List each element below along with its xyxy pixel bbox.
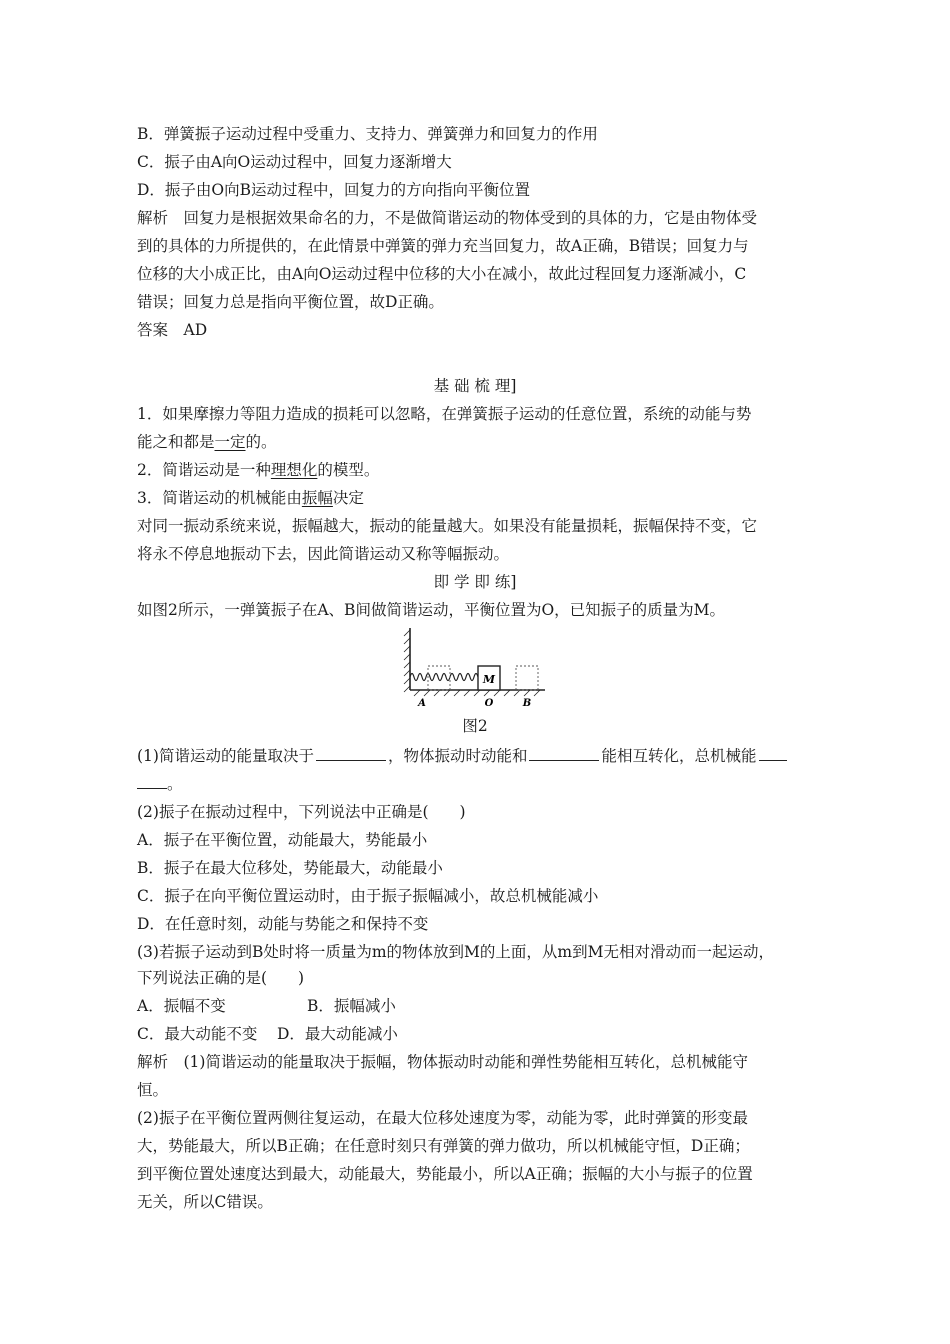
section-title-practice: 即 学 即 练]: [433, 573, 517, 591]
solution-line-6: 无关，所以C错误。: [137, 1193, 273, 1211]
q1-line-2: [137, 774, 183, 794]
answer-blank[interactable]: [759, 746, 787, 761]
basics-item-3-pre: 3．简谐运动的机械能由: [137, 489, 302, 507]
q1-part-b: ，物体振动时动能和: [387, 747, 528, 765]
solution-line-3: (2)振子在平衡位置两侧往复运动，在最大位移处速度为零，动能为零，此时弹簧的形变最: [137, 1109, 748, 1127]
q2-option-b: B．振子在最大位移处，势能最大，动能最小: [137, 859, 443, 877]
basics-item-3-post: 决定: [332, 489, 364, 507]
basics-item-2-pre: 2．简谐运动是一种: [137, 461, 271, 479]
q3-option-d: D．最大动能减小: [277, 1025, 398, 1043]
basics-item-2: [137, 460, 379, 480]
answer-blank[interactable]: [529, 746, 599, 761]
analysis-line-2: 到的具体的力所提供的，在此情景中弹簧的弹力充当回复力，故A正确，B错误；回复力与: [137, 237, 749, 255]
q3-stem-2: 下列说法正确的是( ): [137, 969, 305, 987]
q3-option-c: C．最大动能不变: [137, 1025, 258, 1043]
basics-item-5: 将永不停息地振动下去，因此简谐运动又称等幅振动。: [137, 545, 510, 563]
label-o: O: [484, 698, 494, 709]
basics-item-2-key: 理想化: [270, 461, 318, 479]
q3-option-b: B．振幅减小: [307, 997, 396, 1015]
basics-item-3-key: 振幅: [301, 489, 333, 507]
q1-part-c: 能相互转化，总机械能: [601, 747, 757, 765]
analysis-line-1: 解析 回复力是根据效果命名的力，不是做简谐运动的物体受到的具体的力，它是由物体受: [137, 209, 758, 227]
dashed-box-b: [516, 666, 538, 690]
spring-oscillator-figure: [400, 622, 550, 710]
basics-item-4: 对同一振动系统来说，振幅越大，振动的能量越大。如果没有能量损耗，振幅保持不变，它: [137, 517, 758, 535]
q3-options-ab: [137, 996, 396, 1016]
q3-options-cd: [137, 1024, 398, 1044]
q3-option-a: A．振幅不变: [137, 997, 226, 1015]
q2-option-c: C．振子在向平衡位置运动时，由于振子振幅减小，故总机械能减小: [137, 887, 599, 905]
section-title-basics: 基 础 梳 理]: [433, 377, 517, 395]
answer-blank[interactable]: [316, 746, 386, 761]
analysis-line-4: 错误；回复力总是指向平衡位置，故D正确。: [137, 293, 444, 311]
q2-option-d: D．在任意时刻，动能与势能之和保持不变: [137, 915, 429, 933]
option-b-line: B．弹簧振子运动过程中受重力、支持力、弹簧弹力和回复力的作用: [137, 125, 598, 143]
q3-stem-1: (3)若振子运动到B处时将一质量为m的物体放到M的上面，从m到M无相对滑动而一起运动，: [137, 943, 774, 961]
solution-line-5: 到平衡位置处速度达到最大，动能最大，势能最小，所以A正确；振幅的大小与振子的位置: [137, 1165, 753, 1183]
figure-caption: 图2: [462, 717, 488, 735]
basics-item-1: 1．如果摩擦力等阻力造成的损耗可以忽略，在弹簧振子运动的任意位置，系统的动能与势: [137, 405, 752, 423]
basics-item-1-post: 的。: [245, 433, 277, 451]
mass-label: M: [482, 673, 496, 686]
basics-item-1-pre: 能之和都是: [137, 433, 215, 451]
spring: [410, 674, 478, 681]
option-d-line: D．振子由O向B运动过程中，回复力的方向指向平衡位置: [137, 181, 531, 199]
wall-hatching: [404, 630, 410, 692]
basics-item-2-post: 的模型。: [317, 461, 380, 479]
basics-item-1-key: 一定: [214, 433, 246, 451]
basics-item-3: [137, 488, 364, 508]
solution-line-4: 大，势能最大，所以B正确；在任意时刻只有弹簧的弹力做功，所以机械能守恒，D正确；: [137, 1137, 750, 1155]
q1-line-1: [137, 746, 787, 766]
basics-item-1-cont: [137, 432, 277, 452]
q2-stem: (2)振子在振动过程中，下列说法中正确是( ): [137, 803, 466, 821]
analysis-line-3: 位移的大小成正比，由A向O运动过程中位移的大小在减小，故此过程回复力逐渐减小，C: [137, 265, 747, 283]
q1-part-d: 。: [167, 775, 183, 793]
floor-hatching: [414, 690, 540, 696]
label-a: A: [418, 698, 426, 709]
q1-part-a: (1)简谐运动的能量取决于: [137, 747, 314, 765]
label-b: B: [522, 698, 532, 709]
solution-line-1: 解析 (1)简谐运动的能量取决于振幅，物体振动时动能和弹性势能相互转化，总机械能守: [137, 1053, 748, 1071]
answer-line: 答案 AD: [137, 321, 208, 339]
q2-option-a: A．振子在平衡位置，动能最大，势能最小: [137, 831, 428, 849]
answer-blank-cont[interactable]: [137, 774, 167, 789]
solution-line-2: 恒。: [137, 1081, 169, 1099]
option-c-line: C．振子由A向O运动过程中，回复力逐渐增大: [137, 153, 452, 171]
question-intro: 如图2所示，一弹簧振子在A、B间做简谐运动，平衡位置为O，已知振子的质量为M。: [137, 601, 726, 619]
